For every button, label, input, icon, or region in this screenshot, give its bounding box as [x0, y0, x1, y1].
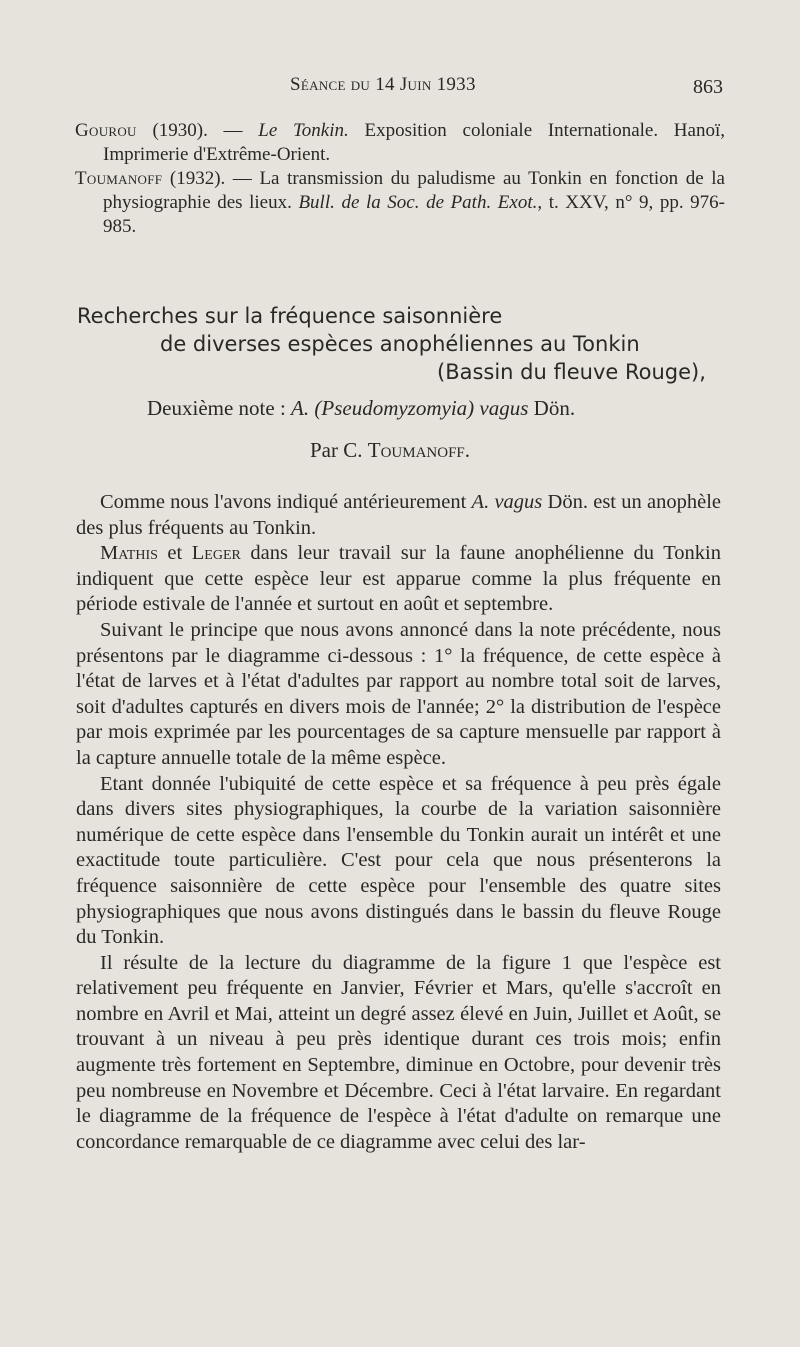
paragraph-2 — [76, 541, 721, 618]
article-body — [76, 490, 721, 1155]
cited-author: Mathis — [100, 542, 158, 565]
paragraph-text: dans leur travail sur la faune anophélienne du Tonkin indiquent que cette espèce leur est apparue comme la plus fréquente en période estivale de l'année et surtout en août et septembre. — [76, 542, 721, 616]
paragraph-3: Suivant le principe que nous avons annoncé dans la note précédente, nous présentons par le diagramme ci-dessous : 1° la fréquence, de cette espèce à l'état de larves et à l'état d'adultes par rapport au nombre total soit de larves, soit d'adultes capturés en divers mois de l'année; 2° la distribution de l'espèce par mois exprimée par les pourcentages de sa capture mensuelle par rapport à la capture annuelle totale de la même espèce. — [76, 618, 721, 769]
reference-year: (1930). — — [136, 120, 259, 141]
article-title-line-1: Recherches sur la fréquence saisonnière — [77, 304, 503, 328]
paragraph-text: Comme nous l'avons indiqué antérieurement — [100, 491, 472, 513]
article-subtitle — [147, 396, 575, 421]
page-number: 863 — [693, 76, 723, 98]
paragraph-text: Dön. est un anophèle des plus fréquents au Tonkin. — [76, 491, 721, 539]
reference-rest: Exposition coloniale Internationale. Hanoï, Imprimerie d'Extrême-Orient. — [103, 120, 725, 165]
article-byline — [310, 438, 470, 463]
reference-author: Gourou — [75, 120, 137, 141]
paragraph-text: et — [157, 542, 192, 565]
article-title-line-3: (Bassin du fleuve Rouge), — [437, 360, 706, 384]
subtitle-prefix: Deuxième note : — [147, 396, 292, 420]
byline-author: Toumanoff. — [367, 438, 471, 462]
running-title-prefix: Séance du — [290, 74, 376, 95]
paragraph-1 — [76, 490, 721, 541]
subtitle-species: A. (Pseudomyzomyia) vagus — [291, 396, 529, 420]
article-title-line-2: de diverses espèces anophéliennes au Tonkin — [160, 332, 640, 356]
running-header — [0, 74, 800, 104]
running-title-date: 14 Juin 1933 — [375, 74, 476, 95]
reference-year: (1932). — — [162, 168, 260, 189]
reference-text: La transmission du paludisme au Tonkin en fonction de la physiographie des lieux. — [103, 168, 725, 213]
subtitle-suffix: Dön. — [528, 396, 576, 420]
paragraph-4: Etant donnée l'ubiquité de cette espèce et sa fréquence à peu près égale dans divers sites physiographiques, la courbe de la variation saisonnière numérique de cette espèce dans l'ensemble du Tonkin aurait un intérêt et une exactitude toute particulière. C'est pour cela que nous présenterons la fréquence saisonnière de cette espèce pour l'ensemble des quatre sites physiographiques que nous avons distingués dans le bassin du fleuve Rouge du Tonkin. — [76, 772, 721, 949]
reference-list — [75, 119, 725, 239]
reference-rest: , t. XXV, n° 9, pp. 976-985. — [103, 192, 726, 237]
reference-title: Le Tonkin. — [258, 120, 349, 141]
reference-item — [75, 167, 725, 239]
species-name: A. vagus — [471, 491, 543, 513]
running-title — [290, 74, 476, 96]
reference-item — [75, 119, 725, 167]
cited-author: Leger — [191, 542, 241, 565]
reference-journal: Bull. de la Soc. de Path. Exot. — [298, 192, 538, 213]
paragraph-5: Il résulte de la lecture du diagramme de la figure 1 que l'espèce est relativement peu fréquente en Janvier, Février et Mars, qu'elle s'accroît en nombre en Avril et Mai, atteint un degré assez élevé en Juin, Juillet et Août, se trouvant à un niveau à peu près identique durant ces trois mois; enfin augmente très fortement en Septembre, diminue en Octobre, pour devenir très peu nombreuse en Novembre et Décembre. Ceci à l'état larvaire. En regardant le diagramme de la fréquence de l'espèce à l'état d'adulte on remarque une concordance remarquable de ce diagramme avec celui des lar- — [76, 951, 721, 1153]
reference-author: Toumanoff — [75, 168, 163, 189]
byline-prefix: Par C. — [310, 438, 368, 462]
